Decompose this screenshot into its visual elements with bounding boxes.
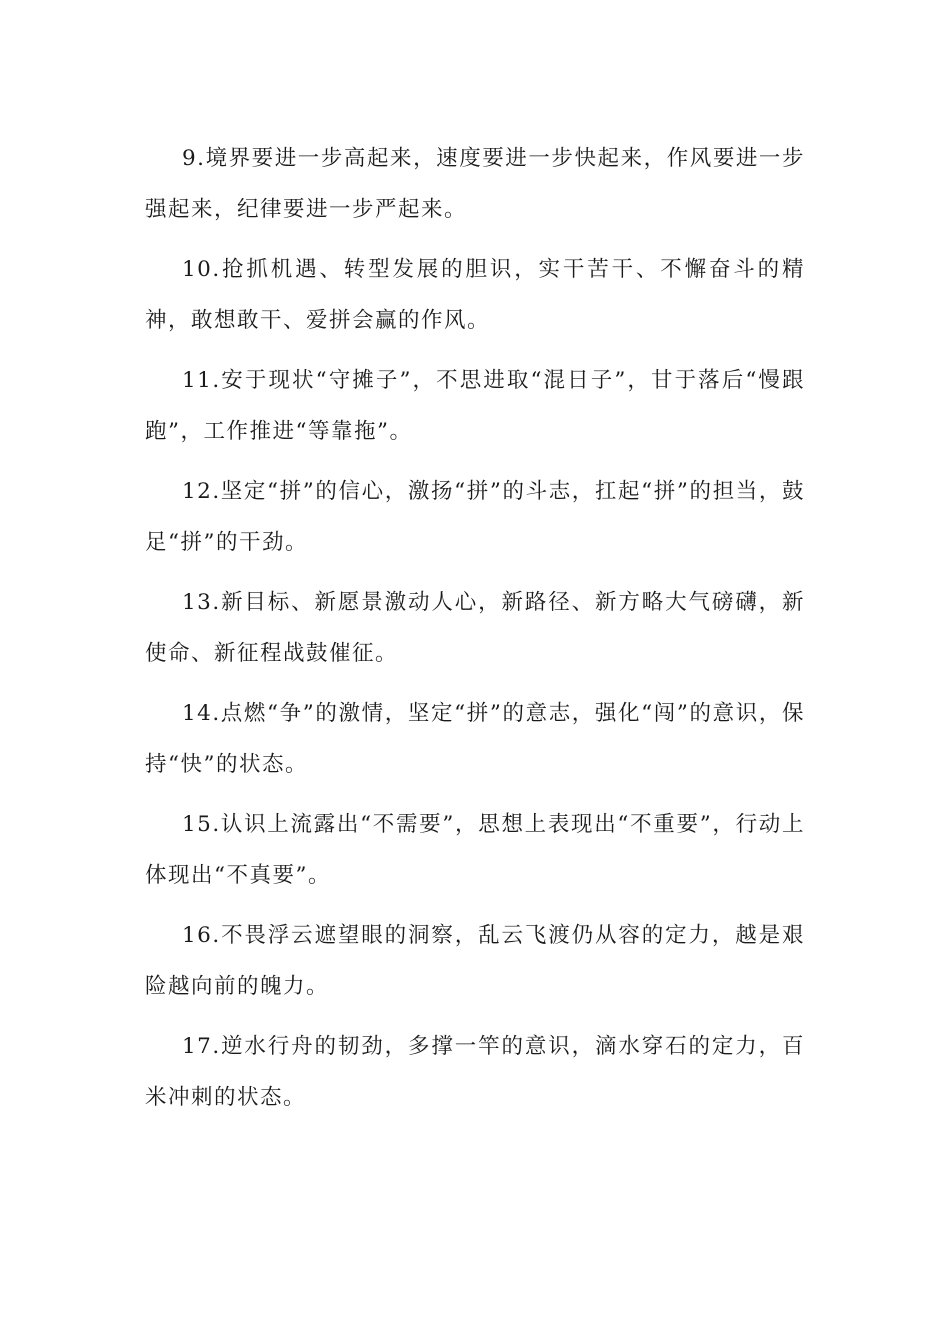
list-item: 13.新目标、新愿景激动人心，新路径、新方略大气磅礴，新使命、新征程战鼓催征。 — [145, 590, 805, 666]
list-item: 15.认识上流露出“不需要”，思想上表现出“不重要”，行动上体现出“不真要”。 — [145, 812, 805, 888]
list-item: 11.安于现状“守摊子”，不思进取“混日子”，甘于落后“慢跟跑”，工作推进“等靠拖”。 — [145, 368, 805, 444]
list-item: 9.境界要进一步高起来，速度要进一步快起来，作风要进一步强起来，纪律要进一步严起来。 — [145, 146, 805, 222]
list-item: 12.坚定“拼”的信心，激扬“拼”的斗志，扛起“拼”的担当，鼓足“拼”的干劲。 — [145, 479, 805, 555]
list-item: 10.抢抓机遇、转型发展的胆识，实干苦干、不懈奋斗的精神，敢想敢干、爱拼会赢的作风。 — [145, 257, 805, 333]
list-item: 16.不畏浮云遮望眼的洞察，乱云飞渡仍从容的定力，越是艰险越向前的魄力。 — [145, 923, 805, 999]
list-item: 14.点燃“争”的激情，坚定“拼”的意志，强化“闯”的意识，保持“快”的状态。 — [145, 701, 805, 777]
phrase-list — [145, 133, 805, 1132]
list-item: 17.逆水行舟的韧劲，多撑一竿的意识，滴水穿石的定力，百米冲刺的状态。 — [145, 1034, 805, 1110]
